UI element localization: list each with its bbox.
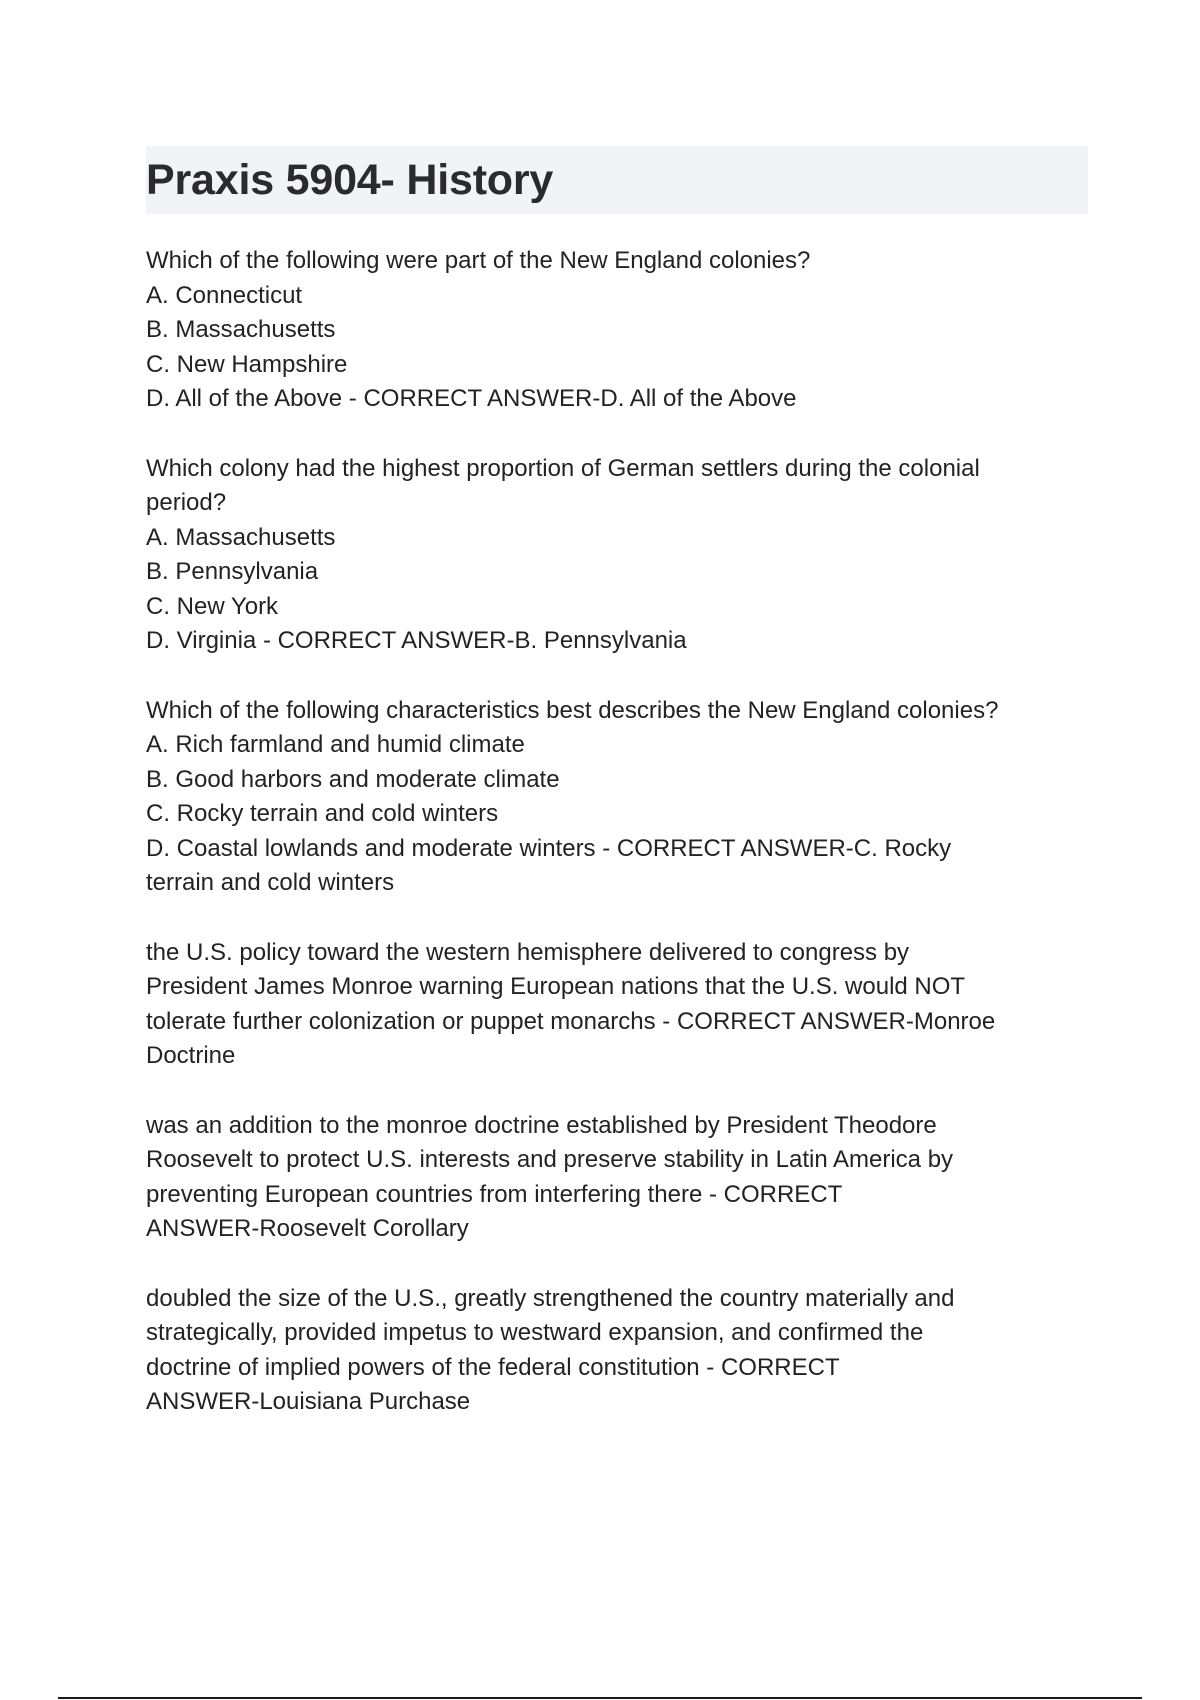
answer-option-with-correct-answer: D. Virginia - CORRECT ANSWER-B. Pennsylvania <box>146 627 687 654</box>
answer-option: A. Connecticut <box>146 281 303 309</box>
definition-text: doubled the size of the U.S., greatly strengthened the country materially and <box>146 1284 955 1312</box>
question-block-2 <box>146 452 1088 659</box>
correct-answer: ANSWER-Roosevelt Corollary <box>146 1215 469 1242</box>
definition-text: tolerate further colonization or puppet monarchs - CORRECT ANSWER-Monroe <box>146 1007 996 1035</box>
question-text: Which colony had the highest proportion of German settlers during the colonial <box>146 454 980 482</box>
definition-text: Roosevelt to protect U.S. interests and preserve stability in Latin America by <box>146 1146 954 1173</box>
answer-option-with-correct-answer: D. Coastal lowlands and moderate winters - CORRECT ANSWER-C. Rocky <box>146 834 952 862</box>
definition-text: preventing European countries from interfering there - CORRECT <box>146 1180 843 1208</box>
correct-answer-continuation: terrain and cold winters <box>146 869 395 896</box>
correct-answer-continuation: Doctrine <box>146 1042 236 1069</box>
definition-block-1 <box>146 936 1088 1074</box>
answer-option-with-correct-answer: D. All of the Above - CORRECT ANSWER-D. All of the Above <box>146 385 797 412</box>
question-block-1 <box>146 244 1088 417</box>
answer-option: A. Rich farmland and humid climate <box>146 731 525 758</box>
answer-option: C. New Hampshire <box>146 350 348 378</box>
definition-block-3 <box>146 1282 1088 1420</box>
answer-option: B. Good harbors and moderate climate <box>146 765 560 793</box>
answer-option: C. New York <box>146 592 279 620</box>
question-block-3 <box>146 694 1088 901</box>
definition-text: strategically, provided impetus to westward expansion, and confirmed the <box>146 1319 924 1346</box>
definition-text: President James Monroe warning European nations that the U.S. would NOT <box>146 973 966 1000</box>
question-text: Which of the following were part of the New England colonies? <box>146 247 811 274</box>
title-bar <box>146 146 1088 214</box>
definition-block-2 <box>146 1109 1088 1247</box>
page-title: Praxis 5904- History <box>146 155 554 204</box>
definition-text: the U.S. policy toward the western hemisphere delivered to congress by <box>146 938 910 966</box>
question-text: Which of the following characteristics best describes the New England colonies? <box>146 696 999 724</box>
definition-text: doctrine of implied powers of the federal constitution - CORRECT <box>146 1353 840 1381</box>
correct-answer: ANSWER-Louisiana Purchase <box>146 1388 471 1415</box>
definition-text: was an addition to the monroe doctrine established by President Theodore <box>146 1111 937 1139</box>
footer-divider <box>58 1697 1142 1699</box>
question-text: period? <box>146 489 227 516</box>
question-list <box>146 244 1088 1420</box>
answer-option: A. Massachusetts <box>146 523 336 551</box>
answer-option: B. Pennsylvania <box>146 558 319 585</box>
answer-option: B. Massachusetts <box>146 316 336 343</box>
answer-option: C. Rocky terrain and cold winters <box>146 800 499 827</box>
document-page <box>146 146 1088 1455</box>
